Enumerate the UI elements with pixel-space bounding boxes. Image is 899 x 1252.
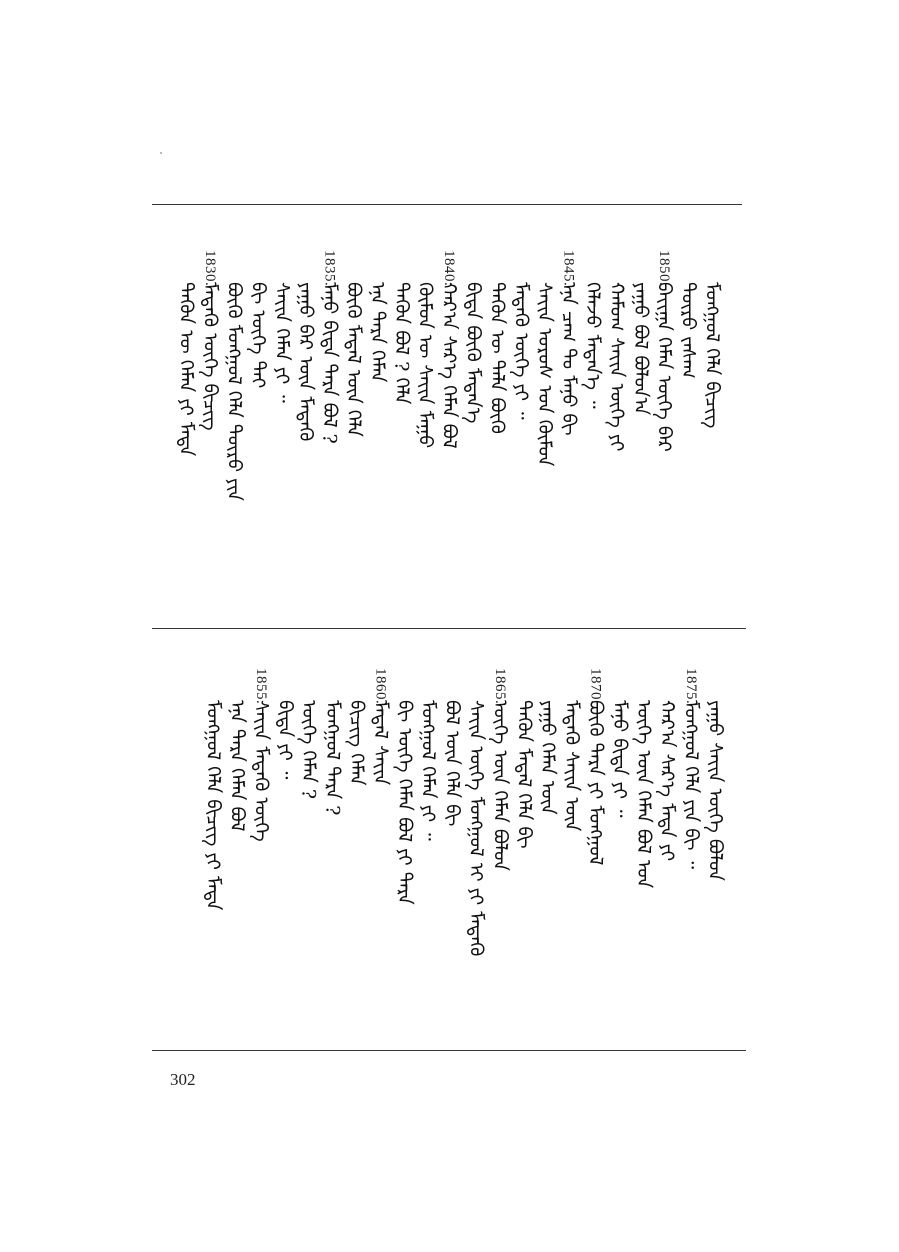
verse-line: ᠮᠡᠳᠡᠬᠦ ᠦᠭᠡ ᠶᠢ ᠃: [509, 282, 532, 420]
verse-line: ᠮᠣᠩᠭᠣᠯ ᠬᠡᠯᠡ ᠪᠢᠴᠢᠭ ᠶᠢ ᠮᠡᠳᠡ: [202, 700, 225, 911]
verse-line: ᠪᠢᠳᠡ ᠶᠢ ᠃: [273, 700, 296, 780]
verse-line: ᠲᠡᠭᠦᠨ ᠦ ᠲᠡᠯᠡ ᠪᠦᠬᠦ: [485, 282, 508, 434]
verse-line: ᠪᠣᠯ ᠦᠨ ᠬᠡᠯᠡ ᠪᠢ: [441, 700, 464, 827]
line-number-marker: 1830.: [202, 250, 219, 287]
verse-line: ᠮᠡᠳᠡᠬᠦ ᠰᠠᠶ᠋ᠢᠨ ᠦᠨ: [560, 700, 583, 832]
line-number-marker: 1870.: [587, 668, 604, 705]
verse-line: ᠪᠢ ᠦᠭᠡ ᠲᠡᠢ: [246, 282, 269, 389]
verse-line: ᠮᠡᠳᠡᠯ ᠰᠠᠶ᠋ᠢᠨ: [369, 700, 392, 786]
verse-line: ᠬᠡᠯᠡᠵᠦ ᠮᠡᠳᠡᠨ᠎ᠡ ᠃: [581, 282, 604, 409]
verse-line: ᠪᠢᠳᠡ ᠪᠦᠬᠦ ᠮᠡᠳᠡᠨ᠎ᠡ: [462, 282, 484, 424]
verse-line: ᠰᠠᠶ᠋ᠢᠨ ᠮᠡᠳᠡᠬᠦ ᠦᠭᠡ: [249, 700, 272, 842]
verse-line: ᠬᠦᠮᠦᠨ ᠦ ᠰᠠᠶ᠋ᠢᠨ ᠮᠠᠭᠤ: [414, 282, 437, 449]
line-number-marker: 1865.: [491, 668, 508, 705]
verse-line: ᠮᠣᠩᠭᠣᠯ ᠬᠡᠮᠡᠨ ᠶᠢ ᠃: [417, 700, 440, 841]
line-number-marker: 1855.: [252, 668, 269, 705]
verse-line: ᠮᠣᠩᠭᠣᠯ ᠬᠡᠯᠡ ᠶᠢᠨ ᠪᠢ ᠃: [680, 700, 703, 869]
verse-line: ᠬᠠᠷ᠎ᠠ ᠰᠡᠷ᠎ᠡ ᠬᠡᠮᠡᠨ ᠪᠣᠯ: [438, 282, 461, 449]
line-number-marker: 1850.: [656, 250, 673, 287]
verse-line: ᠬᠠᠮᠤᠭ ᠰᠠᠶ᠋ᠢᠨ ᠦᠭᠡ ᠶᠢ: [605, 282, 628, 452]
verse-line: ᠦᠭᠡ ᠦᠨ ᠬᠡᠮᠡᠨ ᠪᠣᠯᠤᠨ: [488, 700, 511, 871]
verse-line: ᠲᠡᠭᠦᠨ ᠪᠣᠯ ? ᠬᠡᠯᠡ: [390, 282, 413, 405]
verse-line: ᠰᠠᠶ᠋ᠢᠨ ᠬᠡᠮᠡᠨ ᠶᠢ ᠃: [270, 282, 293, 403]
verse-line: ᠪᠠᠶ᠋ᠢᠭᠠ ᠬᠡᠮᠡᠨ ᠦᠭᠡ ᠪᠡᠷ: [653, 282, 676, 452]
verse-line: ᠶᠠᠭᠤ ᠬᠡᠮᠡᠨ ᠦᠨ: [536, 700, 559, 815]
verse-line: ᠮᠣᠩᠭᠣᠯ ᠬᠡᠯᠡ ᠪᠢᠴᠢᠭ᠌: [701, 282, 723, 429]
verse-line: ᠮᠠᠨᠤ ᠪᠢᠳᠡ ᠲᠡᠷᠡ ᠪᠣᠯ ?: [318, 282, 341, 444]
line-number-marker: 1845.: [560, 250, 577, 287]
verse-line: ᠪᠦᠬᠦ ᠲᠡᠷᠡ ᠶᠢ ᠮᠣᠩᠭᠣᠯ: [584, 700, 607, 866]
line-number-marker: 1840.: [441, 250, 458, 287]
verse-line: ᠡᠨᠡ ᠲᠡᠷᠡ ᠬᠡᠮᠡᠨ: [366, 282, 389, 383]
verse-line: ᠶᠠᠭᠤ ᠪᠡᠷ ᠦᠨ ᠮᠡᠳᠡᠬᠦ: [294, 282, 317, 442]
verse-line: ᠦᠭᠡ ᠦᠨ ᠬᠡᠮᠡᠨ ᠪᠣᠯ ᠤᠨ: [632, 700, 655, 889]
verse-line: ᠡᠨᠡ ᠴᠠᠭ ᠲᠤ ᠮᠠᠨᠤ ᠪᠢ: [557, 282, 580, 436]
verse-line: ᠰᠠᠶ᠋ᠢᠨ ᠤᠷᠤᠰ ᠤᠨ ᠬᠦᠮᠦᠨ: [533, 282, 556, 467]
verse-line: ᠲᠦᠷᠦ ᠵᠠᠰᠠᠭ: [677, 282, 700, 379]
verse-line: ᠲᠡᠭᠦᠨ ᠮᠡᠳᠡᠯ ᠬᠡᠯᠡ ᠪᠢ: [512, 700, 535, 849]
speck: [160, 152, 162, 154]
line-number-marker: 1835.: [321, 250, 338, 287]
verse-line: ᠪᠢᠴᠢᠭ ᠬᠡᠮᠡᠨ: [345, 700, 368, 786]
verse-line: ᠬᠠᠷ᠎ᠠ ᠰᠡᠷ᠎ᠡ ᠮᠡᠳᠡ ᠶᠢ: [656, 700, 679, 862]
verse-line: ᠶᠠᠭᠤ ᠪᠣᠯ ᠪᠣᠯᠤᠨ᠎ᠠ: [629, 282, 652, 416]
verse-line: ᠡᠨᠡ ᠲᠡᠷᠡ ᠬᠡᠮᠡᠨ ᠪᠣᠯ: [226, 700, 248, 832]
verse-line: ᠶᠠᠭᠤ ᠰᠠᠶ᠋ᠢᠨ ᠦᠭᠡ ᠪᠣᠯᠤᠨ: [704, 700, 726, 881]
middle-rule: [152, 628, 746, 629]
bottom-rule: [152, 1050, 746, 1051]
verse-line: ᠮᠣᠩᠭᠣᠯ ᠲᠡᠷᠡ ?: [321, 700, 344, 816]
top-rule: [152, 204, 742, 205]
verse-line: ᠪᠦᠬᠦ ᠮᠣᠩᠭᠣᠯ ᠬᠡᠯᠡ ᠲᠦᠷᠦ ᠶᠢᠨ: [223, 282, 245, 502]
verse-line: ᠲᠡᠭᠦᠨ ᠦ ᠬᠡᠮᠡᠨ ᠶᠢ ᠮᠡᠳᠡ: [175, 282, 198, 457]
verse-line: ᠮᠡᠳᠡᠬᠦ ᠦᠭᠡ ᠪᠢᠴᠢᠭ: [199, 282, 222, 431]
line-number-marker: 1860.: [372, 668, 389, 705]
verse-line: ᠪᠦᠬᠦ ᠮᠡᠳᠡᠯ ᠦᠨ ᠬᠡᠯᠡ: [342, 282, 365, 437]
verse-line: ᠦᠭᠡ ᠬᠡᠮᠡᠨ ?: [297, 700, 320, 800]
page-number: 302: [170, 1070, 196, 1089]
verse-line: ᠪᠢ ᠦᠭᠡ ᠬᠡᠮᠡᠨ ᠪᠣᠯ ᠶᠢ ᠲᠡᠷᠡ: [393, 700, 416, 905]
verse-line: ᠮᠠᠨᠤ ᠪᠢᠳᠡ ᠶᠢ ᠃: [608, 700, 631, 818]
line-number-marker: 1875.: [683, 668, 700, 705]
verse-line: ᠰᠠᠶ᠋ᠢᠨ ᠦᠭᠡ ᠮᠣᠩᠭᠣᠯ ᠢ ᠶᠢ ᠮᠡᠳᠡᠬᠦ: [465, 700, 487, 957]
